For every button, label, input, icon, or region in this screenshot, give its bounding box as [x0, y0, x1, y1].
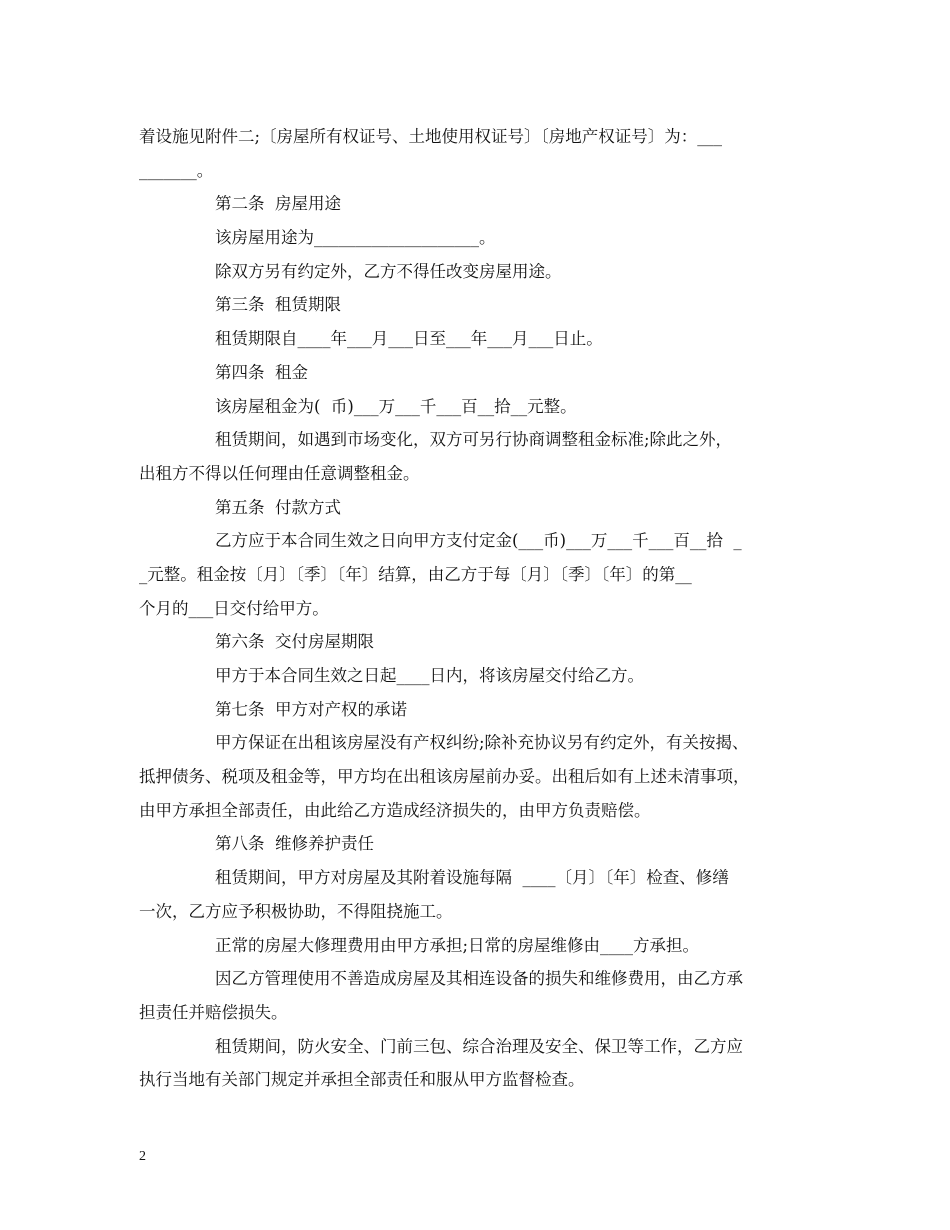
text-line: 除双方另有约定外，乙方不得任改变房屋用途。: [215, 261, 562, 281]
text-line: 租赁期间，甲方对房屋及其附着设施每隔 ____〔月〕〔年〕检查、修缮: [215, 868, 729, 888]
text-line: 该房屋用途为____________________。: [215, 228, 496, 248]
section-heading: 第三条 租赁期限: [215, 295, 341, 315]
section-heading: 第二条 房屋用途: [215, 194, 341, 214]
text-line: 甲方保证在出租该房屋没有产权纠纷;除补充协议另有约定外，有关按揭、: [215, 733, 749, 753]
document-body: [139, 120, 829, 1097]
section-heading: 第八条 维修养护责任: [215, 834, 374, 854]
text-line: 乙方应于本合同生效之日向甲方支付定金(___币)___万___千___百__拾 _: [215, 531, 742, 551]
text-line: 由甲方承担全部责任，由此给乙方造成经济损失的，由甲方负责赔偿。: [139, 800, 651, 820]
text-line: 抵押债务、税项及租金等，甲方均在出租该房屋前办妥。出租后如有上述未清事项，: [139, 767, 750, 787]
text-line: 个月的___日交付给甲方。: [139, 598, 329, 618]
text-line: 一次，乙方应予积极协助，不得阻挠施工。: [139, 901, 453, 921]
text-line: 该房屋租金为( 币)___万___千___百__拾__元整。: [215, 396, 577, 416]
text-line: _元整。租金按〔月〕〔季〕〔年〕结算，由乙方于每〔月〕〔季〕〔年〕的第__: [139, 564, 692, 584]
section-heading: 第五条 付款方式: [215, 497, 341, 517]
text-line: 甲方于本合同生效之日起____日内，将该房屋交付给乙方。: [215, 666, 644, 685]
section-heading: 第四条 租金: [215, 362, 308, 382]
text-line: 因乙方管理使用不善造成房屋及其相连设备的损失和维修费用，由乙方承: [215, 969, 743, 989]
section-heading: 第七条 甲方对产权的承诺: [215, 699, 407, 719]
text-line: 执行当地有关部门规定并承担全部责任和服从甲方监督检查。: [139, 1070, 585, 1090]
text-line: 出租方不得以任何理由任意调整租金。: [139, 463, 420, 483]
text-line: 担责任并赔偿损失。: [139, 1002, 288, 1022]
text-line: 着设施见附件二;〔房屋所有权证号、土地使用权证号〕〔房地产权证号〕为：___: [139, 127, 723, 146]
text-line: _______。: [139, 160, 214, 180]
text-line: 租赁期限自____年___月___日至___年___月___日止。: [215, 329, 603, 349]
section-heading: 第六条 交付房屋期限: [215, 632, 374, 652]
text-line: 正常的房屋大修理费用由甲方承担;日常的房屋维修由____方承担。: [215, 935, 700, 955]
text-line: 租赁期间，防火安全、门前三包、综合治理及安全、保卫等工作，乙方应: [215, 1036, 743, 1056]
page-number: 2: [139, 1149, 146, 1164]
text-line: 租赁期间，如遇到市场变化，双方可另行协商调整租金标准;除此之外，: [215, 430, 733, 450]
